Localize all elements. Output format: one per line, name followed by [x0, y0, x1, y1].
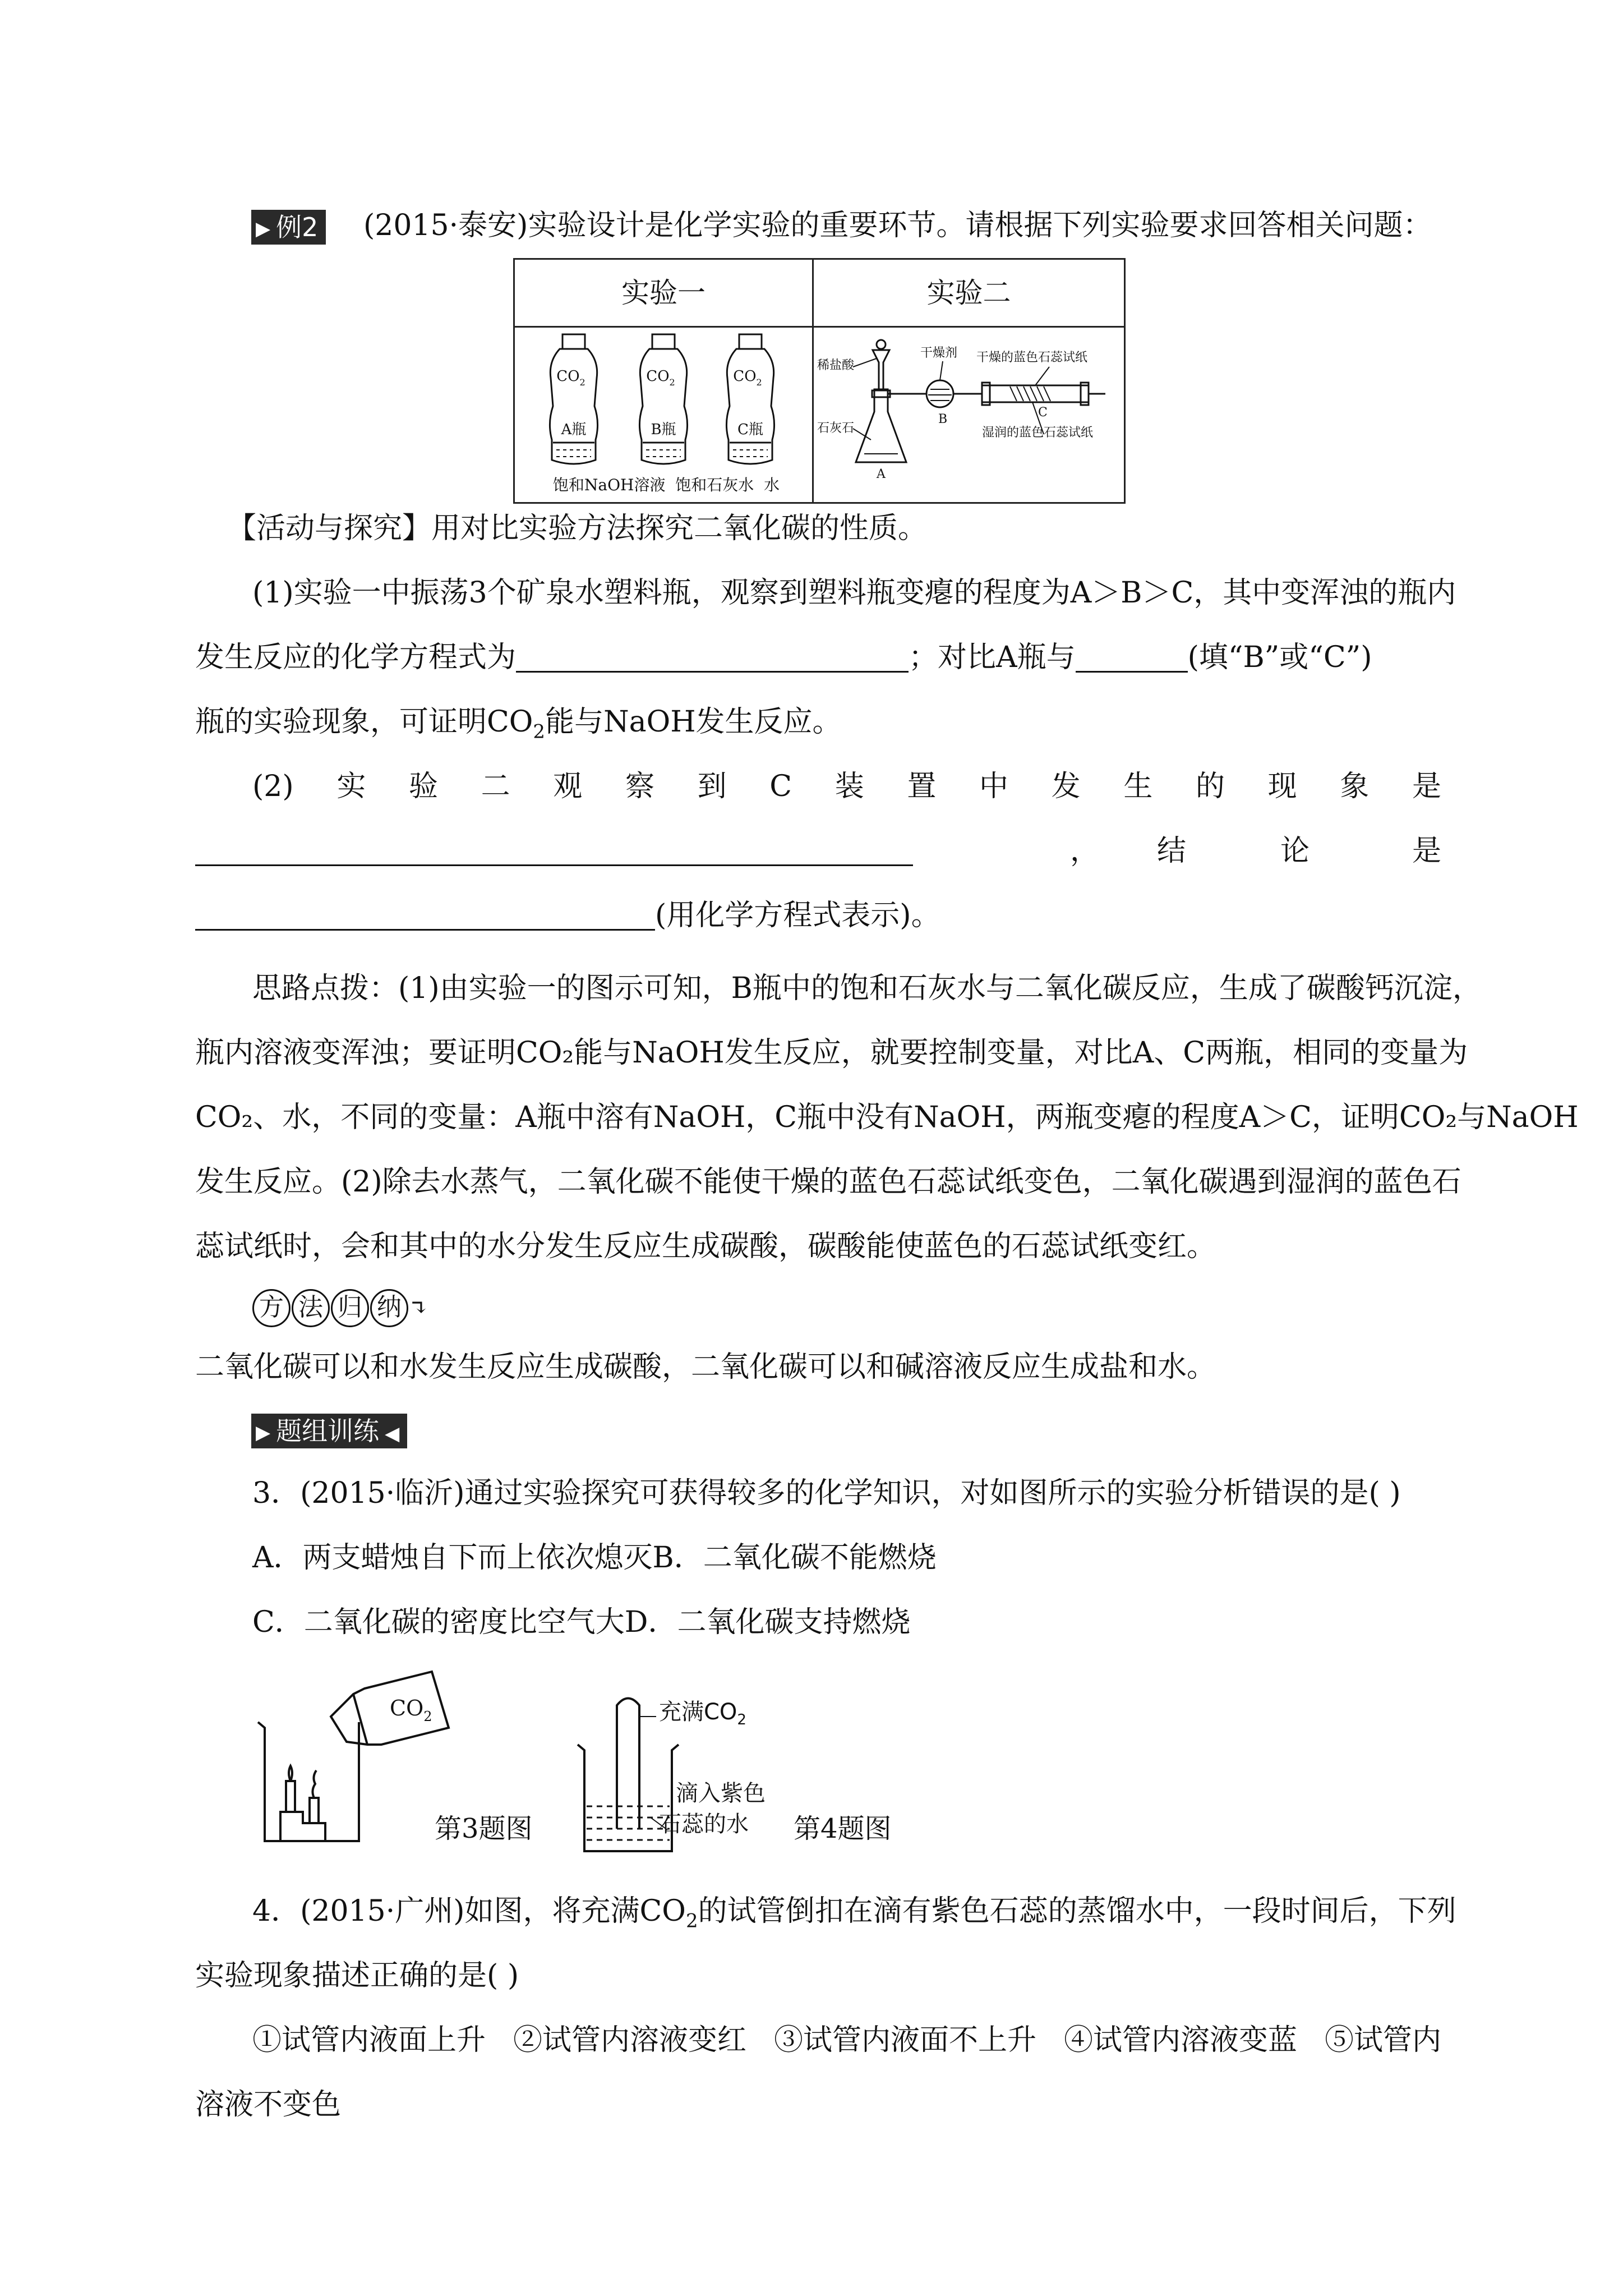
experiment1-caption: 饱和NaOH溶液 饱和石灰水 水 [552, 476, 780, 494]
bottle-a [550, 334, 597, 464]
experiment-table [513, 258, 1126, 504]
q4-fig-label-co2: 充满$CO_2$ [659, 1699, 746, 1728]
q4-options-line2: 溶液不变色 [195, 2088, 342, 2122]
bottle-b [639, 334, 687, 464]
bottle-a-label: A瓶 [561, 421, 587, 438]
q2-line3: (用化学方程式表示)。 [195, 898, 940, 933]
candle-low-icon [286, 1781, 295, 1812]
experiment1-figure [515, 328, 812, 501]
q4-options-line1: ①试管内液面上升 ②试管内溶液变红 ③试管内液面不上升 ④试管内溶液变蓝 ⑤试管内 [252, 2023, 1441, 2057]
q4-stem-line2: 实验现象描述正确的是( ) [195, 1959, 519, 1993]
hint-line-4: 发生反应。(2)除去水蒸气，二氧化碳不能使干燥的蓝色石蕊试纸变色，二氧化碳遇到湿润的蓝色石 [195, 1165, 1461, 1199]
activity-heading: 【活动与探究】用对比实验方法探究二氧化碳的性质。 [227, 512, 928, 545]
answer-blank-bottle [1076, 641, 1188, 673]
left-triangle-icon: ◀ [385, 1423, 400, 1445]
training-tag: ▶ 题组训练 ◀ [251, 1414, 407, 1448]
hint-line-3: CO₂、水，不同的变量：A瓶中溶有NaOH，C瓶中没有NaOH，两瓶变瘪的程度A＞C，证明CO₂与NaOH [195, 1101, 1579, 1134]
q3-fig-caption: 第3题图 [435, 1813, 533, 1844]
method-summary-heading: 方 法 归 纳 ↴ [252, 1287, 428, 1327]
table-header-exp2: 实验二 [926, 277, 1011, 309]
play-triangle-icon: ▶ [256, 1421, 271, 1444]
q1-line1: (1)实验一中振荡3个矿泉水塑料瓶，观察到塑料瓶变瘪的程度为A＞B＞C，其中变浑浊的瓶内 [252, 576, 1456, 610]
method-text: 二氧化碳可以和水发生反应生成碳酸，二氧化碳可以和碱溶液反应生成盐和水。 [195, 1350, 1216, 1384]
bottle-c [726, 334, 774, 464]
bottle-b-label: B瓶 [651, 421, 676, 438]
test-tube-icon [617, 1699, 639, 1829]
bottle-c-gas: $CO_2$ [733, 368, 762, 388]
label-acid: 稀盐酸 [817, 358, 855, 372]
bottle-c-label: C瓶 [737, 421, 763, 438]
label-a: A [877, 467, 886, 481]
q1-line2: 发生反应的化学方程式为 ；对比A瓶与 (填“B”或“C”) [195, 641, 1372, 674]
q1-line3: 瓶的实验现象，可证明$CO_2$能与NaOH发生反应。 [195, 705, 842, 743]
q2-line1: (2) 实 验 二 观 察 到 C 装 置 中 发 生 的 现 象 是 [252, 770, 1441, 803]
answer-blank-phenomenon [195, 834, 913, 866]
label-stone: 石灰石 [817, 421, 855, 435]
q3-options-cd: C．二氧化碳的密度比空气大D．二氧化碳支持燃烧 [252, 1605, 911, 1639]
answer-blank-equation [516, 641, 909, 673]
q4-fig-label-water-1: 滴入紫色 [676, 1780, 766, 1806]
example-intro: (2015·泰安)实验设计是化学实验的重要环节。请根据下列实验要求回答相关问题： [363, 209, 1432, 242]
label-c: C [1038, 406, 1048, 420]
glass-tube-icon [982, 385, 1089, 402]
q4-fig-label-water-2: 石蕊的水 [659, 1811, 749, 1837]
label-b: B [938, 412, 948, 426]
label-desiccant: 干燥剂 [920, 346, 958, 360]
drying-bulb-icon [926, 380, 953, 407]
q2-line2: ， 结 论 是 [195, 833, 1441, 869]
label-dry-paper: 干燥的蓝色石蕊试纸 [976, 351, 1088, 365]
hint-line-1: 思路点拨：(1)由实验一的图示可知，B瓶中的饱和石灰水与二氧化碳反应，生成了碳酸钙沉淀， [252, 972, 1482, 1005]
funnel-icon [873, 350, 889, 389]
hint-line-5: 蕊试纸时，会和其中的水分发生反应生成碳酸，碳酸能使蓝色的石蕊试纸变红。 [195, 1230, 1216, 1263]
q3-options-ab: A．两支蜡烛自下而上依次熄灭B．二氧化碳不能燃烧 [252, 1541, 937, 1575]
down-arrow-icon: ↴ [409, 1295, 428, 1321]
label-wet-paper: 湿润的蓝色石蕊试纸 [982, 426, 1094, 440]
q3-fig-gas: $CO_2$ [390, 1696, 432, 1724]
q4-fig-caption: 第4题图 [794, 1813, 892, 1844]
play-triangle-icon: ▶ [256, 218, 271, 240]
flask-icon [856, 389, 906, 462]
experiment2-figure [814, 328, 1124, 501]
q3-stem: 3．(2015·临沂)通过实验探究可获得较多的化学知识，对如图所示的实验分析错误的是( ) [252, 1476, 1401, 1510]
bottle-a-gas: $CO_2$ [556, 368, 585, 388]
answer-blank-conclusion [195, 899, 655, 931]
hint-line-2: 瓶内溶液变浑浊；要证明CO₂能与NaOH发生反应，就要控制变量，对比A、C两瓶，相同的变量为 [195, 1036, 1468, 1070]
q4-stem: 4．(2015·广州)如图，将充满$CO_2$的试管倒扣在滴有紫色石蕊的蒸馏水中，一段时间后，下列 [252, 1894, 1456, 1932]
table-header-exp1: 实验一 [621, 277, 706, 309]
candle-high-icon [310, 1798, 319, 1823]
example-tag: ▶ 例2 [251, 210, 326, 245]
bottle-b-gas: $CO_2$ [646, 368, 675, 388]
